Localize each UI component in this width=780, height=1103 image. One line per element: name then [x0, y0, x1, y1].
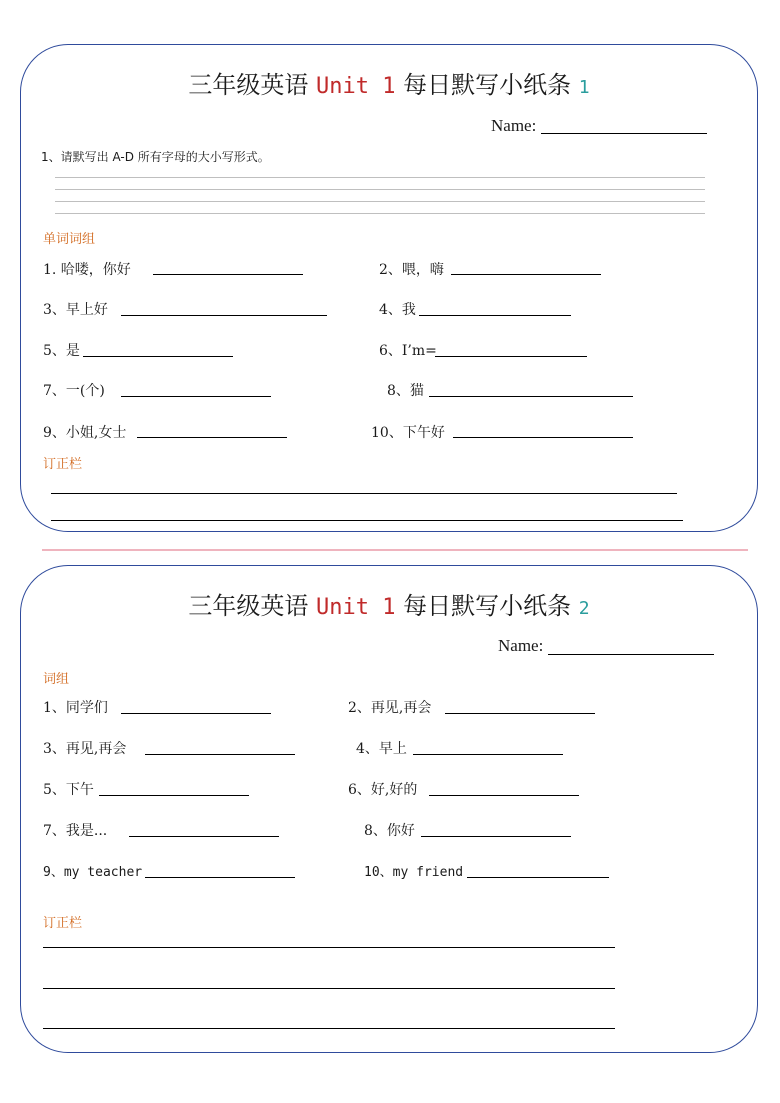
- item-3: 3、再见,再会: [43, 741, 127, 757]
- item-5: 5、下午: [43, 782, 94, 798]
- answer-line[interactable]: [421, 836, 571, 837]
- section-phrases-heading: 词组: [43, 672, 70, 687]
- writing-line[interactable]: [55, 177, 705, 178]
- title-number: 2: [578, 598, 590, 619]
- answer-line[interactable]: [435, 356, 587, 357]
- item-9: 9、my teacher: [43, 865, 143, 880]
- section-words-heading: 单词词组: [43, 232, 96, 247]
- answer-line[interactable]: [145, 877, 295, 878]
- writing-line[interactable]: [55, 189, 705, 190]
- answer-line[interactable]: [451, 274, 601, 275]
- title-suffix: 每日默写小纸条: [403, 592, 572, 620]
- name-label: Name:: [498, 636, 544, 655]
- item-9: 9、小姐,女士: [43, 425, 127, 441]
- item-6: 6、好,好的: [348, 782, 418, 798]
- answer-line[interactable]: [467, 877, 609, 878]
- dictation-card-2: [20, 565, 758, 1053]
- name-input-line[interactable]: [548, 654, 714, 655]
- answer-line[interactable]: [99, 795, 249, 796]
- correction-line[interactable]: [43, 988, 615, 989]
- answer-line[interactable]: [121, 713, 271, 714]
- writing-line[interactable]: [55, 201, 705, 202]
- item-4: 4、早上: [356, 741, 407, 757]
- answer-line[interactable]: [419, 315, 571, 316]
- answer-line[interactable]: [121, 396, 271, 397]
- answer-line[interactable]: [129, 836, 279, 837]
- item-10: 10、my friend: [364, 865, 464, 880]
- title-unit: Unit 1: [316, 595, 396, 620]
- item-3: 3、早上好: [43, 302, 108, 318]
- title-suffix: 每日默写小纸条: [403, 71, 572, 99]
- correction-heading: 订正栏: [43, 457, 83, 472]
- item-2: 2、喂，嗨: [379, 262, 444, 278]
- answer-line[interactable]: [429, 396, 633, 397]
- correction-line[interactable]: [43, 947, 615, 948]
- item-1: 1、同学们: [43, 700, 108, 716]
- cut-divider: [42, 549, 748, 551]
- writing-line[interactable]: [55, 213, 705, 214]
- answer-line[interactable]: [453, 437, 633, 438]
- card-2-title: [21, 586, 757, 621]
- correction-line[interactable]: [43, 1028, 615, 1029]
- card-1-title: [21, 65, 757, 100]
- correction-heading: 订正栏: [43, 916, 83, 931]
- answer-line[interactable]: [121, 315, 327, 316]
- correction-line[interactable]: [51, 520, 683, 521]
- item-10: 10、下午好: [371, 425, 445, 441]
- title-prefix: 三年级英语: [188, 592, 309, 620]
- item-7: 7、一(个): [43, 383, 105, 399]
- answer-line[interactable]: [445, 713, 595, 714]
- name-input-line[interactable]: [541, 133, 707, 134]
- item-6: 6、I’m=: [379, 343, 437, 359]
- item-1: 1. 哈喽，你好: [43, 262, 131, 278]
- name-label: Name:: [491, 116, 537, 135]
- answer-line[interactable]: [429, 795, 579, 796]
- answer-line[interactable]: [145, 754, 295, 755]
- item-5: 5、是: [43, 343, 80, 359]
- title-unit: Unit 1: [316, 74, 396, 99]
- answer-line[interactable]: [137, 437, 287, 438]
- item-8: 8、你好: [364, 823, 415, 839]
- answer-line[interactable]: [83, 356, 233, 357]
- dictation-card-1: [20, 44, 758, 532]
- item-2: 2、再见,再会: [348, 700, 432, 716]
- answer-line[interactable]: [153, 274, 303, 275]
- item-4: 4、我: [379, 302, 416, 318]
- answer-line[interactable]: [413, 754, 563, 755]
- question-1: 1、请默写出 A-D 所有字母的大小写形式。: [41, 150, 270, 164]
- item-7: 7、我是...: [43, 823, 108, 839]
- correction-line[interactable]: [51, 493, 677, 494]
- title-prefix: 三年级英语: [188, 71, 309, 99]
- item-8: 8、猫: [387, 383, 424, 399]
- title-number: 1: [578, 77, 590, 98]
